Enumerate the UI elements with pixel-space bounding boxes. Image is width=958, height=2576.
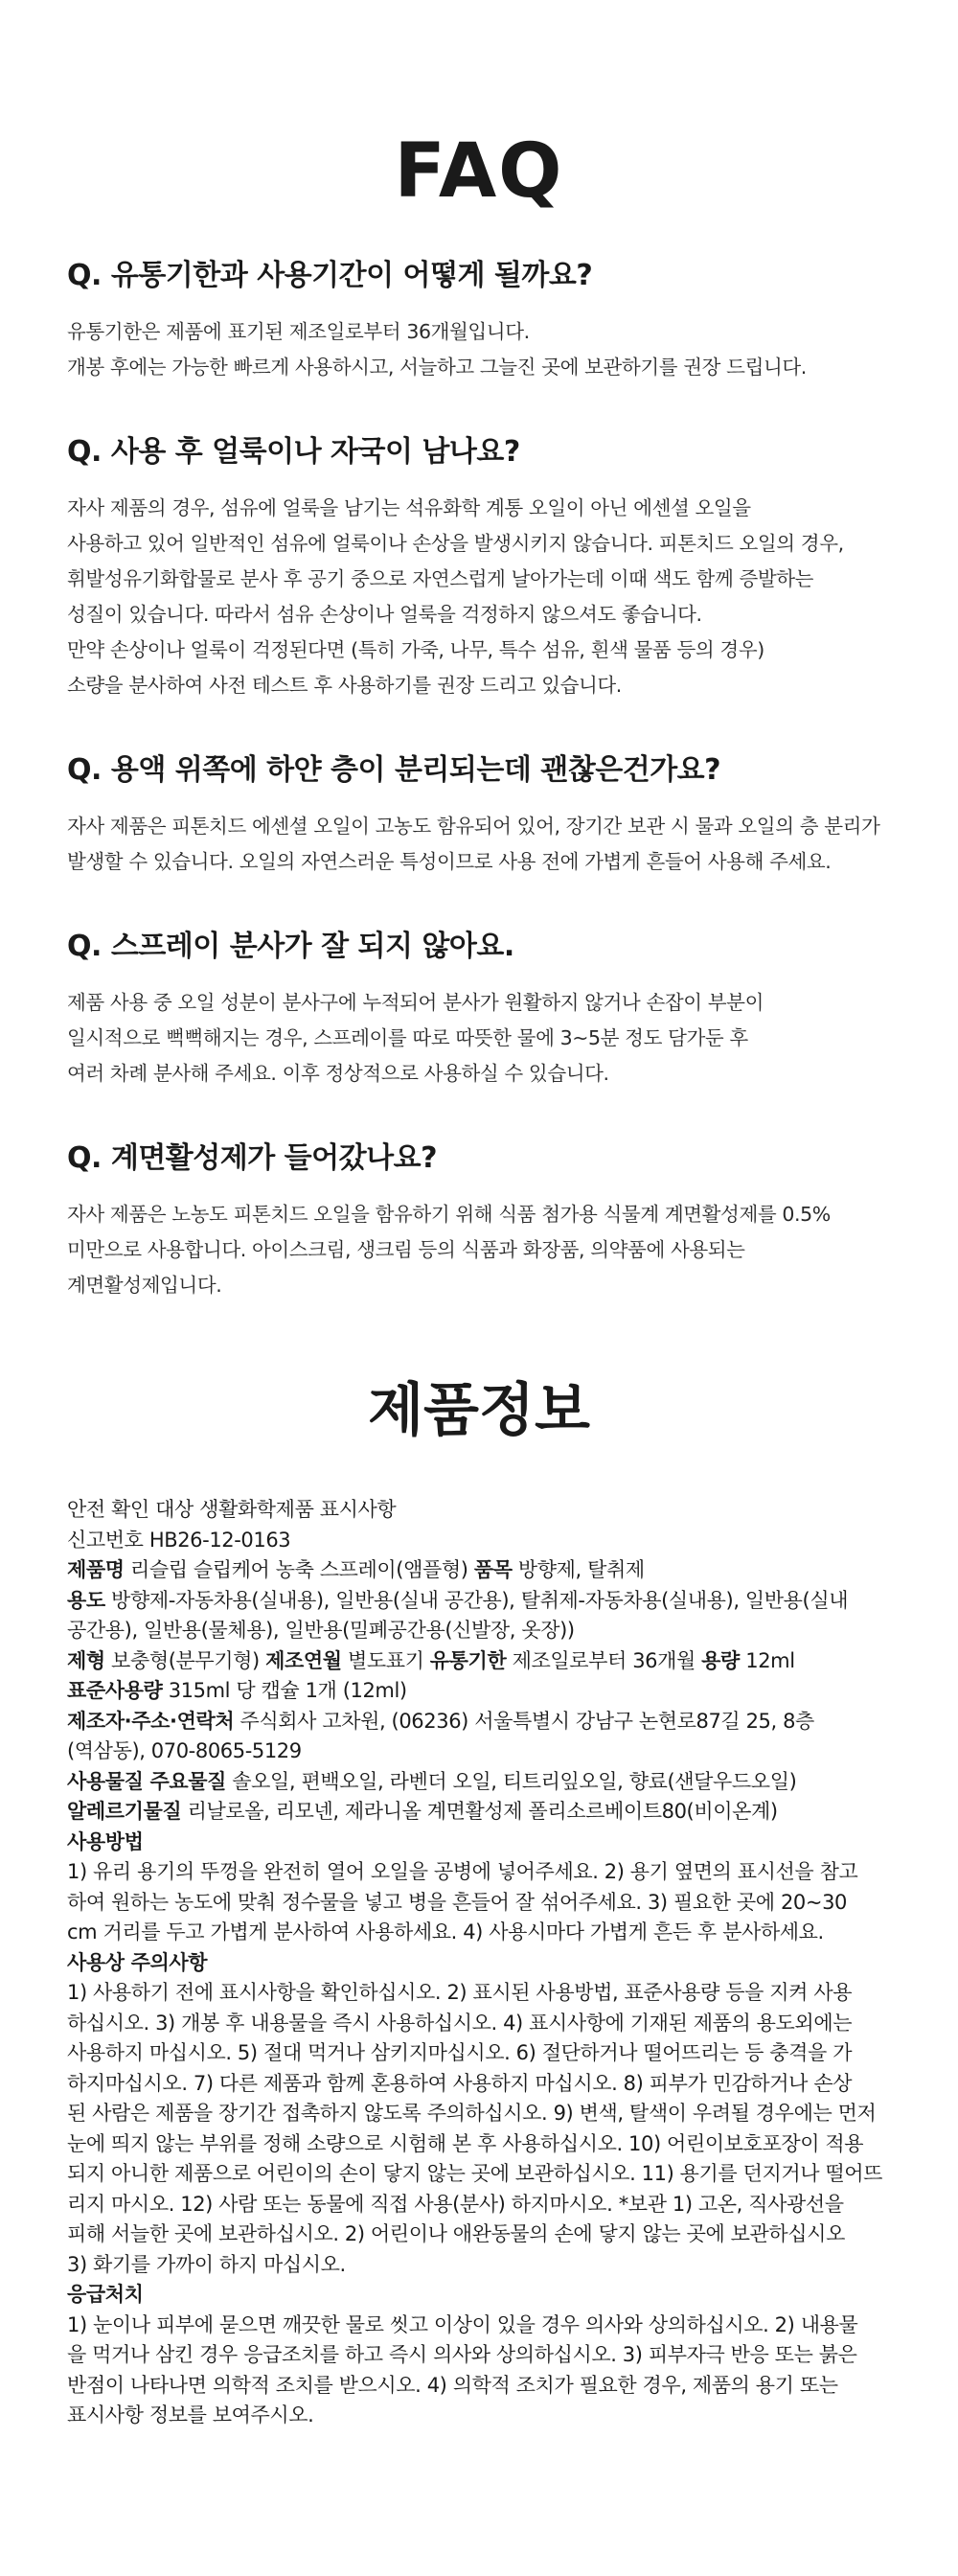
faq-answer-line: 계면활성제입니다.: [67, 1274, 222, 1297]
usage-heading: 사용방법: [67, 1829, 144, 1853]
faq-answer: [67, 1197, 910, 1303]
faq-answer-line: 제품 사용 중 오일 성분이 분사구에 누적되어 분사가 원활하지 않거나 손잡이 부분이: [67, 991, 764, 1014]
info-value: 별도표기: [341, 1648, 430, 1672]
emergency-heading: 응급처치: [67, 2283, 144, 2306]
faq-item: [67, 753, 910, 880]
faq-question: Q. 용액 위쪽에 하얀 층이 분리되는데 괜찮은건가요?: [67, 753, 721, 787]
faq-item: [67, 1141, 910, 1303]
caution-line: 리지 마시오. 12) 사람 또는 동물에 직접 사용(분사) 하지마시오. *보관 1) 고온, 직사광선을: [67, 2192, 844, 2216]
info-label: 사용물질 주요물질: [67, 1769, 226, 1793]
info-row-use-cont: 공간용), 일반용(물체용), 일반용(밀폐공간용(신발장, 옷장)): [67, 1619, 575, 1642]
info-value: 솔오일, 편백오일, 라벤더 오일, 티트리잎오일, 향료(샌달우드오일): [226, 1769, 797, 1793]
faq-answer-line: 만약 손상이나 얼룩이 걱정된다면 (특히 가죽, 나무, 특수 섬유, 흰색 물품 등의 경우): [67, 638, 764, 661]
caution-heading: 사용상 주의사항: [67, 1950, 208, 1974]
caution-line: 하지마십시오. 7) 다른 제품과 함께 혼용하여 사용하지 마십시오. 8) 피부가 민감하거나 손상: [67, 2071, 853, 2095]
faq-answer-line: 여러 차례 분사해 주세요. 이후 정상적으로 사용하실 수 있습니다.: [67, 1062, 609, 1085]
info-label: 제형: [67, 1648, 105, 1672]
info-label: 제조연월: [265, 1648, 342, 1672]
info-row-allergens: [67, 1797, 905, 1828]
info-value: 보충형(분무기형): [104, 1648, 266, 1672]
info-value: 방향제, 탈취제: [512, 1558, 645, 1581]
caution-line: 사용하지 마십시오. 5) 절대 먹거나 삼키지마십시오. 6) 절단하거나 떨어뜨리는 등 충격을 가: [67, 2041, 853, 2064]
info-row-standard-usage: [67, 1676, 905, 1707]
faq-answer-line: 성질이 있습니다. 따라서 섬유 손상이나 얼룩을 걱정하지 않으셔도 좋습니다.: [67, 603, 702, 626]
info-row-maker-cont: (역삼동), 070-8065-5129: [67, 1739, 302, 1762]
faq-question: Q. 계면활성제가 들어갔나요?: [67, 1141, 437, 1175]
info-label: 유통기한: [429, 1648, 507, 1672]
faq-answer-line: 소량을 분사하여 사전 테스트 후 사용하기를 권장 드리고 있습니다.: [67, 674, 622, 697]
faq-answer-line: 일시적으로 뻑뻑해지는 경우, 스프레이를 따로 따뜻한 물에 3~5분 정도 담가둔 후: [67, 1026, 748, 1049]
faq-item: [67, 259, 910, 385]
info-value: 315ml 당 캡슐 1개 (12ml): [162, 1679, 407, 1702]
product-info-section: [67, 1495, 905, 2431]
caution-line: 3) 화기를 가까이 하지 마십시오.: [67, 2252, 346, 2276]
faq-question: Q. 사용 후 얼룩이나 자국이 남나요?: [67, 435, 520, 469]
caution-line: 하십시오. 3) 개봉 후 내용물을 즉시 사용하십시오. 4) 표시사항에 기재된 제품의 용도외에는: [67, 2011, 853, 2035]
faq-answer-line: 자사 제품은 피톤치드 에센셜 오일이 고농도 함유되어 있어, 장기간 보관 시 물과 오일의 층 분리가: [67, 815, 880, 838]
emergency-line: 표시사항 정보를 보여주시오.: [67, 2404, 314, 2426]
faq-answer-line: 자사 제품의 경우, 섬유에 얼룩을 남기는 석유화학 계통 오일이 아닌 에센셜 오일을: [67, 496, 751, 519]
info-row-use: [67, 1586, 905, 1617]
faq-answer: [67, 491, 910, 703]
caution-text: [67, 1978, 905, 2280]
emergency-line: 을 먹거나 삼킨 경우 응급조치를 하고 즉시 의사와 상의하십시오. 3) 피부자극 반응 또는 붉은: [67, 2343, 857, 2366]
usage-line: cm 거리를 두고 가볍게 분사하여 사용하세요. 4) 사용시마다 가볍게 흔든 후 분사하세요.: [67, 1920, 824, 1944]
faq-answer: [67, 314, 910, 385]
faq-answer-line: 사용하고 있어 일반적인 섬유에 얼룩이나 손상을 발생시키지 않습니다. 피톤치드 오일의 경우,: [67, 532, 844, 555]
faq-answer-line: 발생할 수 있습니다. 오일의 자연스러운 특성이므로 사용 전에 가볍게 흔들어 사용해 주세요.: [67, 850, 832, 873]
faq-question: Q. 유통기한과 사용기간이 어떻게 될까요?: [67, 259, 593, 292]
caution-line: 된 사람은 제품을 장기간 접촉하지 않도록 주의하십시오. 9) 변색, 탈색이 우려될 경우에는 먼저: [67, 2102, 877, 2125]
info-label: 제품명: [67, 1558, 125, 1581]
info-value: 제조일로부터 36개월: [506, 1648, 702, 1672]
faq-title: FAQ: [394, 128, 564, 215]
info-intro: 안전 확인 대상 생활화학제품 표시사항: [67, 1498, 397, 1521]
emergency-text: [67, 2311, 905, 2431]
info-value: 12ml: [739, 1648, 795, 1672]
info-label: 제조자·주소·연락처: [67, 1709, 235, 1733]
faq-item: [67, 930, 910, 1092]
faq-answer: [67, 809, 910, 880]
info-row-substances: [67, 1767, 905, 1798]
info-report-number: 신고번호 HB26-12-0163: [67, 1528, 291, 1552]
info-value: 방향제-자동차용(실내용), 일반용(실내 공간용), 탈취제-자동차용(실내용), 일반용(실내: [104, 1588, 849, 1612]
info-label: 용량: [701, 1648, 740, 1672]
usage-line: 1) 유리 용기의 뚜껑을 완전히 열어 오일을 공병에 넣어주세요. 2) 용기 옆면의 표시선을 참고: [67, 1860, 858, 1883]
caution-line: 되지 아니한 제품으로 어린이의 손이 닿지 않는 곳에 보관하십시오. 11) 용기를 던지거나 떨어뜨: [67, 2162, 883, 2185]
info-label: 용도: [67, 1588, 105, 1612]
faq-answer: [67, 985, 910, 1092]
info-label: 품목: [473, 1558, 513, 1581]
info-label: 표준사용량: [67, 1679, 163, 1702]
faq-answer-line: 미만으로 사용합니다. 아이스크림, 생크림 등의 식품과 화장품, 의약품에 사용되는: [67, 1238, 745, 1261]
faq-answer-line: 개봉 후에는 가능한 빠르게 사용하시고, 서늘하고 그늘진 곳에 보관하기를 권장 드립니다.: [67, 356, 807, 379]
usage-line: 하여 원하는 농도에 맞춰 정수물을 넣고 병을 흔들어 잘 섞어주세요. 3) 필요한 곳에 20~30: [67, 1890, 847, 1914]
info-value: 리슬립 슬립케어 농축 스프레이(앰플형): [124, 1558, 474, 1581]
faq-answer-line: 휘발성유기화합물로 분사 후 공기 중으로 자연스럽게 날아가는데 이때 색도 함께 증발하는: [67, 567, 814, 590]
faq-question: Q. 스프레이 분사가 잘 되지 않아요.: [67, 930, 514, 963]
caution-line: 눈에 띄지 않는 부위를 정해 소량으로 시험해 본 후 사용하십시오. 10) 어린이보호포장이 적용: [67, 2131, 864, 2155]
info-row-name: [67, 1555, 905, 1586]
info-label: 알레르기물질: [67, 1800, 182, 1823]
faq-answer-line: 자사 제품은 노농도 피톤치드 오일을 함유하기 위해 식품 첨가용 식물계 계면활성제를 0.5%: [67, 1203, 831, 1226]
info-value: 리날로올, 리모넨, 제라니올 계면활성제 폴리소르베이트80(비이온계): [181, 1800, 778, 1823]
faq-list: [67, 259, 910, 1353]
info-row-maker: [67, 1707, 905, 1737]
faq-item: [67, 435, 910, 703]
caution-line: 피해 서늘한 곳에 보관하십시오. 2) 어린이나 애완동물의 손에 닿지 않는 곳에 보관하십시오: [67, 2222, 845, 2245]
faq-answer-line: 유통기한은 제품에 표기된 제조일로부터 36개월입니다.: [67, 320, 530, 343]
info-value: 주식회사 고차원, (06236) 서울특별시 강남구 논현로87길 25, 8층: [234, 1709, 814, 1733]
product-info-title: 제품정보: [368, 1377, 590, 1444]
info-row-form: [67, 1646, 905, 1677]
caution-line: 1) 사용하기 전에 표시사항을 확인하십시오. 2) 표시된 사용방법, 표준사용량 등을 지켜 사용: [67, 1981, 853, 2004]
emergency-line: 1) 눈이나 피부에 묻으면 깨끗한 물로 씻고 이상이 있을 경우 의사와 상의하십시오. 2) 내용물: [67, 2312, 858, 2336]
emergency-line: 반점이 나타나면 의학적 조치를 받으시오. 4) 의학적 조치가 필요한 경우, 제품의 용기 또는: [67, 2373, 838, 2397]
usage-text: [67, 1857, 905, 1948]
